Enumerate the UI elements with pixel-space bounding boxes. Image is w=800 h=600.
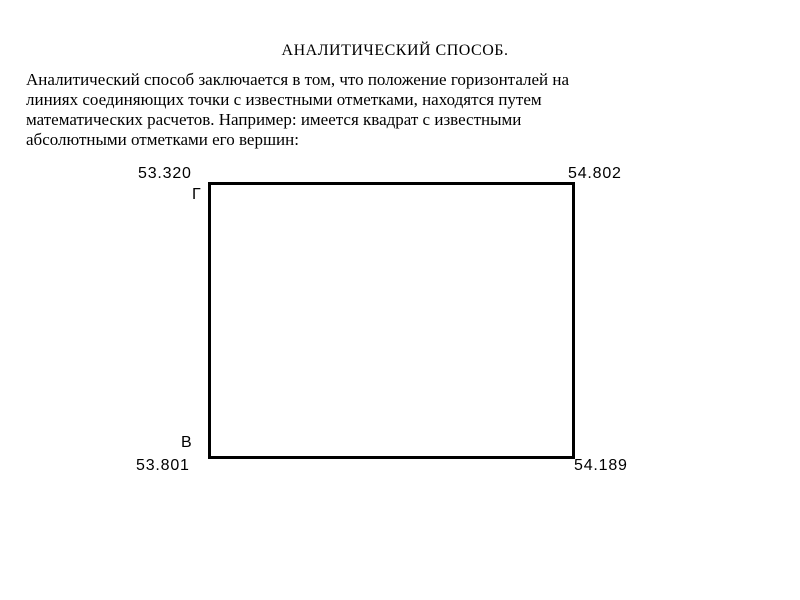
top-right-elevation: 54.802 <box>568 165 622 182</box>
top-left-point-label: Г <box>192 186 202 203</box>
bottom-left-elevation: 53.801 <box>136 457 190 474</box>
slide-title: АНАЛИТИЧЕСКИЙ СПОСОБ. <box>281 42 509 59</box>
top-left-elevation: 53.320 <box>138 165 192 182</box>
paragraph-line-3: математических расчетов. Например: имеется квадрат с известными <box>26 110 522 129</box>
paragraph-line-2: линиях соединяющих точки с известными отметками, находятся путем <box>26 90 542 109</box>
bottom-left-point-label: В <box>181 434 193 451</box>
square-figure <box>208 182 575 459</box>
paragraph-line-1: Аналитический способ заключается в том, что положение горизонталей на <box>26 70 570 89</box>
bottom-right-elevation: 54.189 <box>574 457 628 474</box>
description-paragraph <box>26 70 786 150</box>
paragraph-line-4: абсолютными отметками его вершин: <box>26 130 299 149</box>
